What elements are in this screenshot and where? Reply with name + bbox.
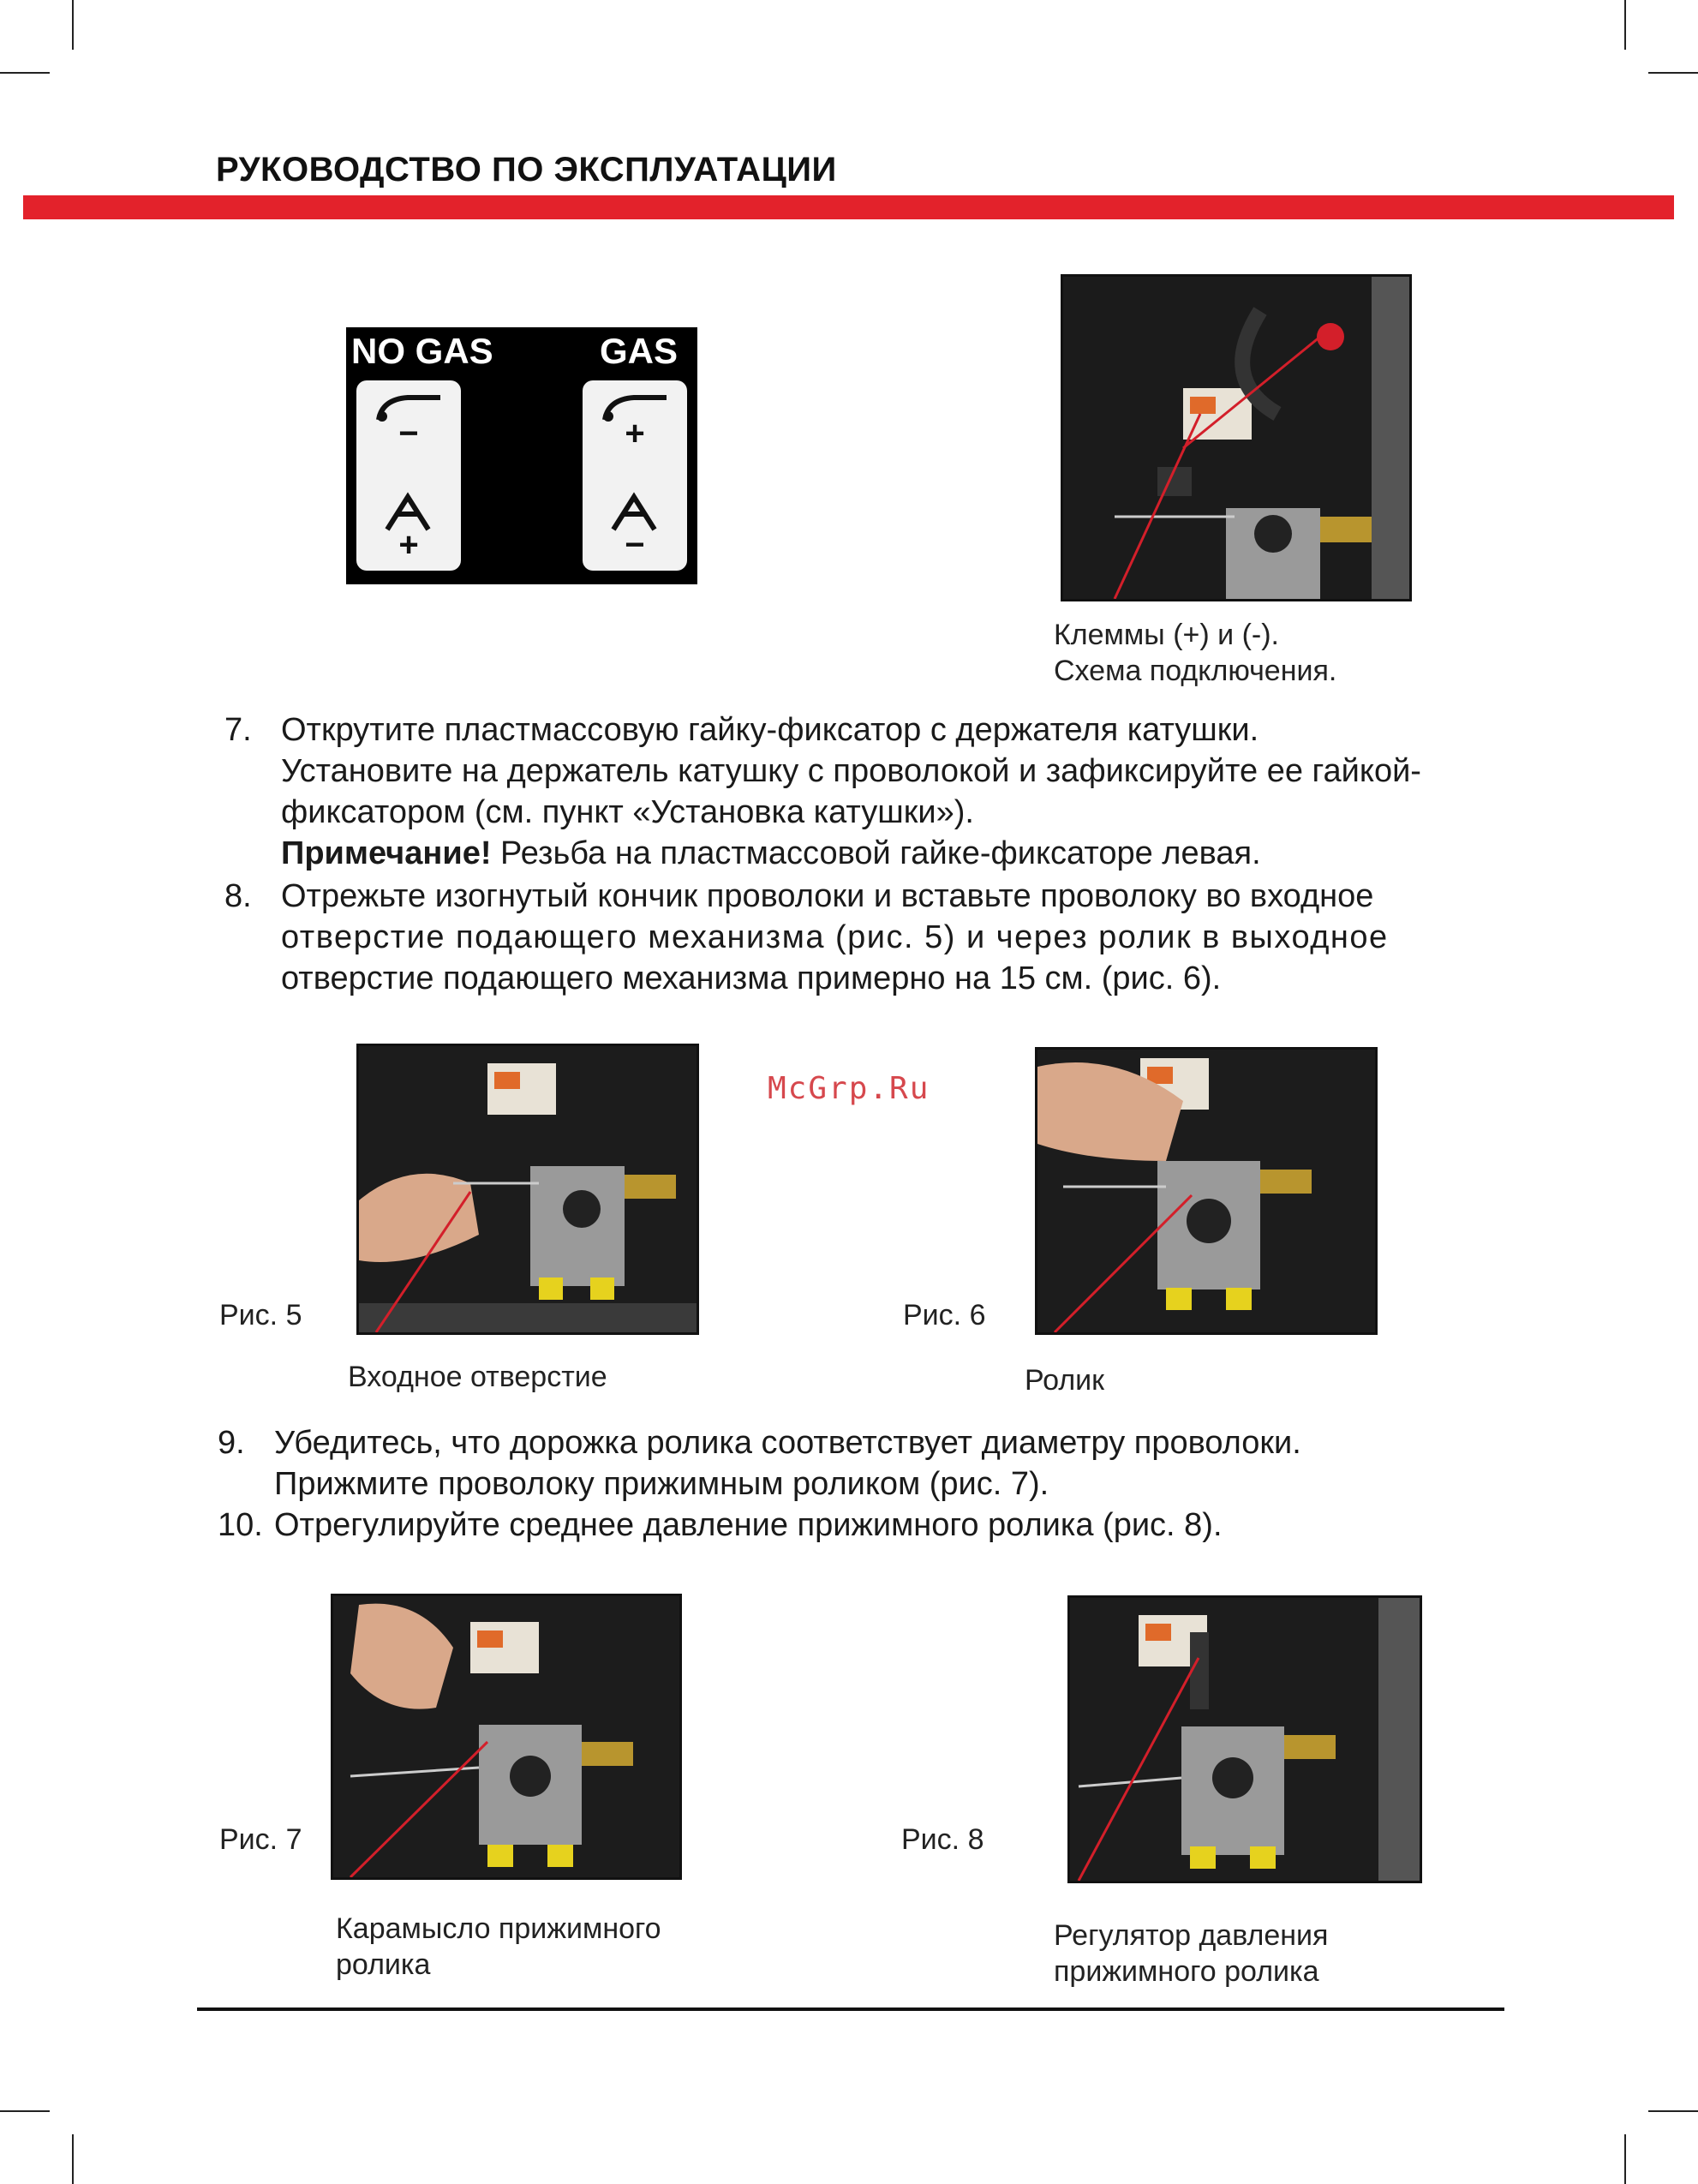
- step-text: фиксатором (см. пункт «Установка катушки»).: [281, 794, 974, 830]
- gas-card: [583, 380, 687, 571]
- step-number: 8.: [224, 878, 252, 914]
- no-gas-card: [356, 380, 461, 571]
- crop-mark: [1648, 72, 1698, 74]
- crop-mark: [72, 2134, 74, 2184]
- step-8: [224, 876, 1561, 996]
- fig7-label: Рис. 7: [219, 1823, 302, 1856]
- crop-mark: [0, 2110, 50, 2112]
- step-number: 9.: [218, 1425, 245, 1461]
- gas-top-sign: +: [625, 415, 645, 452]
- fig5-caption: Входное отверстие: [348, 1361, 607, 1393]
- step-text: Прижмите проволоку прижимным роликом (рис. 7).: [274, 1466, 1049, 1502]
- note-label: Примечание!: [281, 835, 492, 871]
- pressure-arm-illustration: [333, 1596, 679, 1877]
- header-red-bar: [23, 195, 1674, 219]
- step-text: отверстие подающего механизма (рис. 5) и через ролик в выходное: [281, 919, 1389, 955]
- gas-bottom-sign: −: [625, 526, 645, 564]
- fig7-photo: [331, 1594, 682, 1880]
- fig7-caption-line1: Карамысло прижимного: [336, 1912, 661, 1945]
- gas-polarity-panel: [346, 327, 697, 584]
- crop-mark: [1624, 0, 1626, 50]
- step-number: 7.: [224, 712, 252, 748]
- wire-inlet-illustration: [359, 1046, 697, 1332]
- gas-label: GAS: [600, 331, 679, 371]
- fig6-photo: [1035, 1047, 1378, 1335]
- terminals-caption-line2: Схема подключения.: [1054, 655, 1337, 687]
- note-text: Резьба на пластмассовой гайке-фиксаторе левая.: [491, 835, 1261, 871]
- fig7-caption-line2: ролика: [336, 1948, 431, 1981]
- fig6-caption: Ролик: [1025, 1364, 1105, 1397]
- step-text: отверстие подающего механизма примерно на 15 см. (рис. 6).: [281, 960, 1222, 996]
- wire-feeder-illustration: [1063, 277, 1409, 599]
- pressure-regulator-illustration: [1070, 1598, 1420, 1881]
- step-7: [224, 709, 1561, 871]
- step-9: [218, 1422, 1554, 1505]
- terminals-caption-line1: Клеммы (+) и (-).: [1054, 619, 1279, 651]
- crop-mark: [1624, 2134, 1626, 2184]
- fig7-caption: [336, 1911, 661, 1983]
- step-text: Убедитесь, что дорожка ролика соответствует диаметру проволоки.: [274, 1425, 1301, 1461]
- watermark: McGrp.Ru: [768, 1071, 930, 1106]
- step-note: [281, 833, 1566, 874]
- terminals-photo: [1061, 274, 1412, 601]
- fig8-caption: [1054, 1918, 1328, 1990]
- step-text: Установите на держатель катушку с проволокой и зафиксируйте ее гайкой-: [281, 753, 1421, 789]
- page-title: РУКОВОДСТВО ПО ЭКСПЛУАТАЦИИ: [216, 151, 837, 188]
- fig8-caption-line1: Регулятор давления: [1054, 1919, 1329, 1952]
- crop-mark: [72, 0, 74, 50]
- no-gas-label: NO GAS: [351, 331, 493, 371]
- fig5-photo: [356, 1044, 699, 1335]
- crop-mark: [1648, 2110, 1698, 2112]
- fig8-caption-line2: прижимного ролика: [1054, 1955, 1319, 1988]
- no-gas-bottom-sign: +: [398, 526, 419, 564]
- step-number: 10.: [218, 1507, 263, 1543]
- fig5-label: Рис. 5: [219, 1299, 302, 1331]
- step-text: Открутите пластмассовую гайку-фиксатор с держателя катушки.: [281, 712, 1259, 748]
- crop-mark: [0, 72, 50, 74]
- footer-rule: [197, 2007, 1504, 2011]
- step-text: Отрегулируйте среднее давление прижимного ролика (рис. 8).: [274, 1507, 1223, 1543]
- fig8-photo: [1067, 1595, 1422, 1883]
- fig8-label: Рис. 8: [901, 1823, 984, 1856]
- step-10: [218, 1505, 1554, 1546]
- fig6-label: Рис. 6: [903, 1299, 986, 1331]
- roller-illustration: [1037, 1050, 1375, 1332]
- terminals-caption: [1054, 617, 1336, 689]
- step-text: Отрежьте изогнутый кончик проволоки и вставьте проволоку во входное: [281, 878, 1374, 914]
- no-gas-top-sign: −: [398, 415, 419, 452]
